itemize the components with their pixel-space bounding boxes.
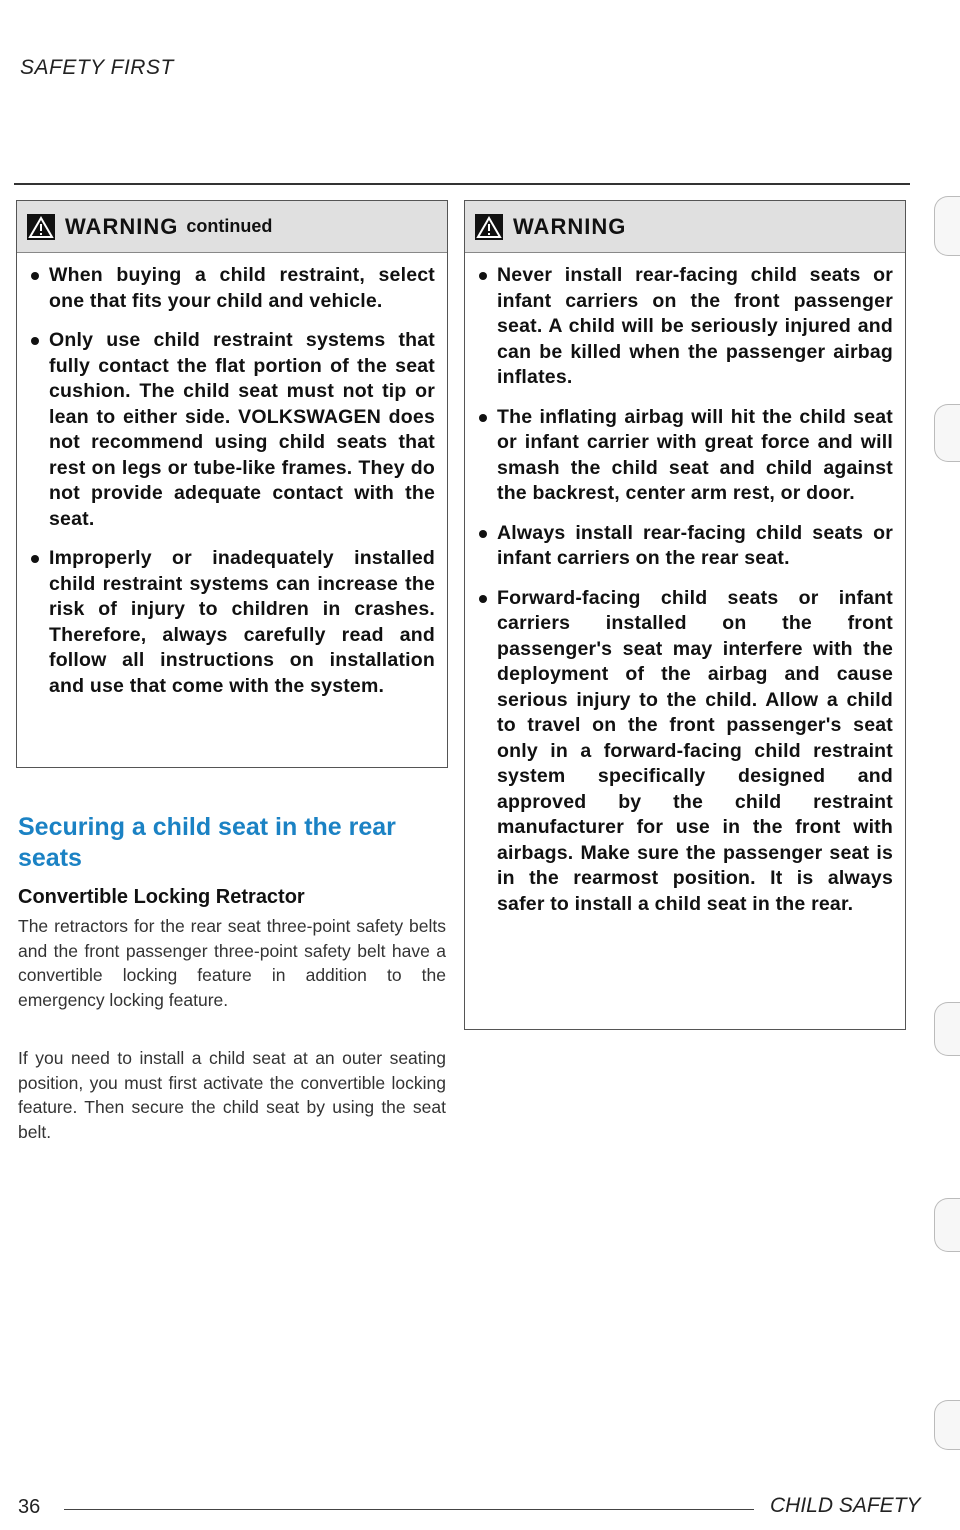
footer-rule (64, 1509, 754, 1510)
bullet-icon (479, 272, 487, 280)
warning-label: WARNING (513, 213, 627, 239)
warning-item: Forward-facing child seats or infant carriers installed on the front passenger's seat may interfere with the deployment of the airbag and cause serious injury to the child. Allow a child to travel on the front passenger's seat only in a forward-facing child restraint system specifically designed and approved by the child restraint manufacturer for use in the front with airbags. Make sure the passenger seat is in the rearmost position. It is always safer to install a child seat in the rear. (479, 586, 893, 918)
warning-box-continued (16, 200, 448, 768)
warning-label: WARNING (65, 213, 179, 239)
section-subheading: Convertible Locking Retractor (18, 886, 305, 908)
warning-triangle-icon (27, 214, 55, 240)
body-paragraph: If you need to install a child seat at an outer seating position, you must first activate the convertible locking feature. Then secure the child seat by using the seat belt. (18, 1048, 446, 1142)
warning-item: When buying a child restraint, select one that fits your child and vehicle. (31, 263, 435, 314)
page-number: 36 (18, 1496, 41, 1518)
warning-continued-label: continued (186, 216, 273, 236)
warning-header (465, 201, 905, 253)
warning-item: Only use child restraint systems that fully contact the flat portion of the seat cushion. The child seat must not tip or lean to either side. VOLKSWAGEN does not recommend using child seats that rest on legs or tube-like frames. They do not provide adequate contact with the seat. (31, 328, 435, 532)
bullet-icon (31, 555, 39, 563)
warning-item: Never install rear-facing child seats or infant carriers on the front passenger seat. A child will be seriously injured and can be killed when the passenger airbag inflates. (479, 263, 893, 391)
warning-header (17, 201, 447, 253)
bullet-icon (31, 337, 39, 345)
body-paragraph: The retractors for the rear seat three-point safety belts and the front passenger three-point safety belt have a convertible locking feature in addition to the emergency locking feature. (18, 916, 446, 1010)
bullet-icon (479, 595, 487, 603)
bullet-icon (31, 272, 39, 280)
warning-triangle-icon (475, 214, 503, 240)
warning-item: The inflating airbag will hit the child seat or infant carrier with great force and will smash the child seat and child against the backrest, center arm rest, or door. (479, 405, 893, 507)
warning-item: Improperly or inadequately installed child restraint systems can increase the risk of injury to children in crashes. Therefore, always carefully read and follow all instructions on installation and use that come with the system. (31, 546, 435, 699)
warning-item: Always install rear-facing child seats or infant carriers on the rear seat. (479, 521, 893, 572)
thumb-index-mark (934, 404, 960, 462)
bullet-icon (479, 530, 487, 538)
warning-box (464, 200, 906, 1030)
thumb-index-mark (934, 1198, 960, 1252)
thumb-index-mark (934, 1400, 960, 1450)
bullet-icon (479, 414, 487, 422)
header-rule (14, 183, 910, 185)
thumb-index-mark (934, 1002, 960, 1056)
section-heading: Securing a child seat in the rear seats (18, 813, 396, 872)
footer-title: CHILD SAFETY (770, 1494, 921, 1517)
thumb-index-mark (934, 196, 960, 256)
page-header-title: SAFETY FIRST (20, 56, 174, 79)
